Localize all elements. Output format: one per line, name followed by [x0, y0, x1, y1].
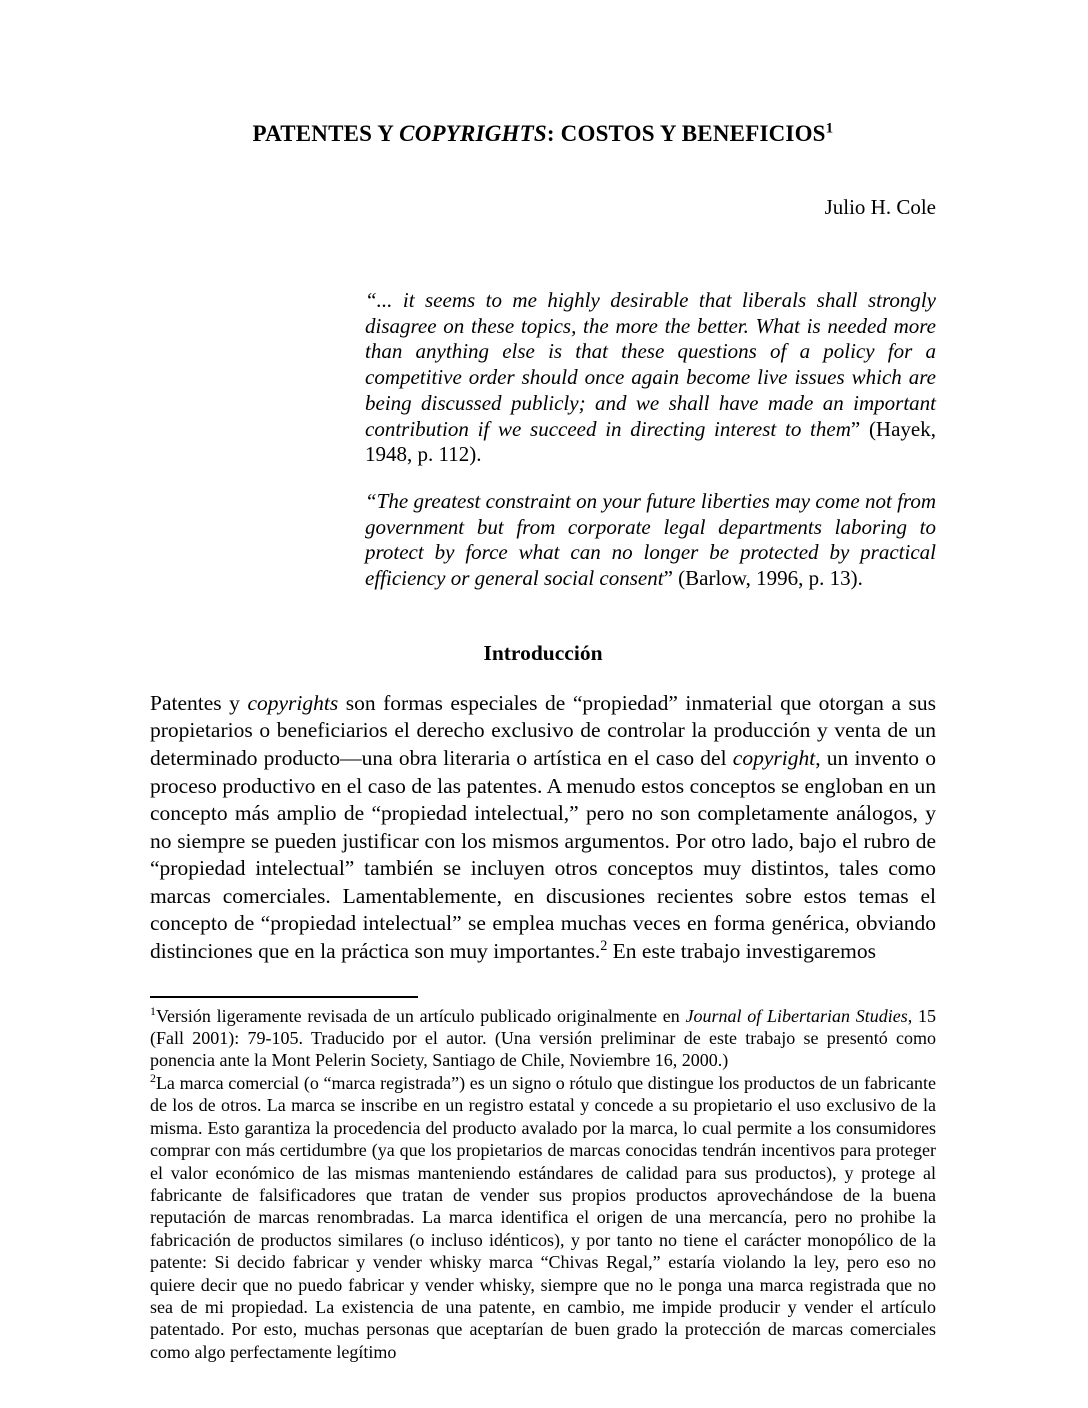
- footnote-1: $^1$Versión ligeramente revisada de un artículo publicado originalmente en Journal of Libertarian Studies, 15 (Fall 2001): 79-105. Traducido por el autor. (Una versión preliminar de este trabajo se presentó como ponencia ante la Mont Pelerin Society, Santiago de Chile, Noviembre 16, 2000.): [150, 1003, 936, 1071]
- epigraph-quote-barlow: “The greatest constraint on your future liberties may come not from government but from corporate legal departments laboring to protect by force what can no longer be protected by practical efficiency or general social consent” (Barlow, 1996, p. 13).: [365, 488, 936, 591]
- footnote-separator-rule: [150, 996, 418, 998]
- section-heading-introduccion: Introducción: [483, 640, 603, 665]
- body-paragraph: Patentes y copyrights son formas especiales de “propiedad” inmaterial que otorgan a sus propietarios o beneficiarios el derecho exclusivo de controlar la producción y venta de un determinado producto—una obra literaria o artística en el caso del copyright, un invento o proceso productivo en el caso de las patentes. A menudo estos conceptos se engloban en un concepto más amplio de “propiedad intelectual,” pero no son completamente análogos, y no siempre se pueden justificar con los mismos argumentos. Por otro lado, bajo el rubro de “propiedad intelectual” también se incluyen otros conceptos muy distintos, tales como marcas comerciales. Lamentablemente, en discusiones recientes sobre estos temas el concepto de “propiedad intelectual” se emplea muchas veces en forma genérica, obviando distinciones que en la práctica son muy importantes.$^2$ En este trabajo investigaremos: [150, 690, 937, 964]
- page-title: PATENTES Y COPYRIGHTS: COSTOS Y BENEFICIOS$^1$: [252, 119, 834, 146]
- author-byline: Julio H. Cole: [824, 195, 936, 219]
- footnote-2: $^2$La marca comercial (o “marca registrada”) es un signo o rótulo que distingue los productos de un fabricante de los de otros. La marca se inscribe en un registro estatal y concede a su propietario el uso exclusivo de la misma. Esto garantiza la procedencia del producto avalado por la marca, lo cual permite a los consumidores comprar con más certidumbre (ya que los propietarios de marcas conocidas tendrán incentivos para proteger el valor económico de las mismas manteniendo estándares de calidad para sus productos), y protege al fabricante de falsificadores que tratan de vender sus propios productos aprovechándose de la buena reputación de marcas renombradas. La marca identifica el origen de una mercancía, pero no prohibe la fabricación de productos similares (o incluso idénticos), y por tanto no tiene el carácter monopólico de la patente: Si decido fabricar y vender whisky marca “Chivas Regal,” estaría violando la ley, pero eso no quiere decir que no puedo fabricar y vender whisky, siempre que no le ponga una marca registrada que no sea de mi propiedad. La existencia de una patente, en cambio, me impide producir y vender el artículo patentado. Por esto, muchas personas que aceptarían de buen grado la protección de marcas comerciales como algo perfectamente legítimo: [150, 1070, 936, 1362]
- epigraph-quote-hayek: “... it seems to me highly desirable that liberals shall strongly disagree on these topics, the more the better. What is needed more than anything else is that these questions of a policy for a competitive order should once again become live issues which are being discussed publicly; and we shall have made an important contribution if we succeed in directing interest to them” (Hayek, 1948, p. 112).: [365, 288, 936, 467]
